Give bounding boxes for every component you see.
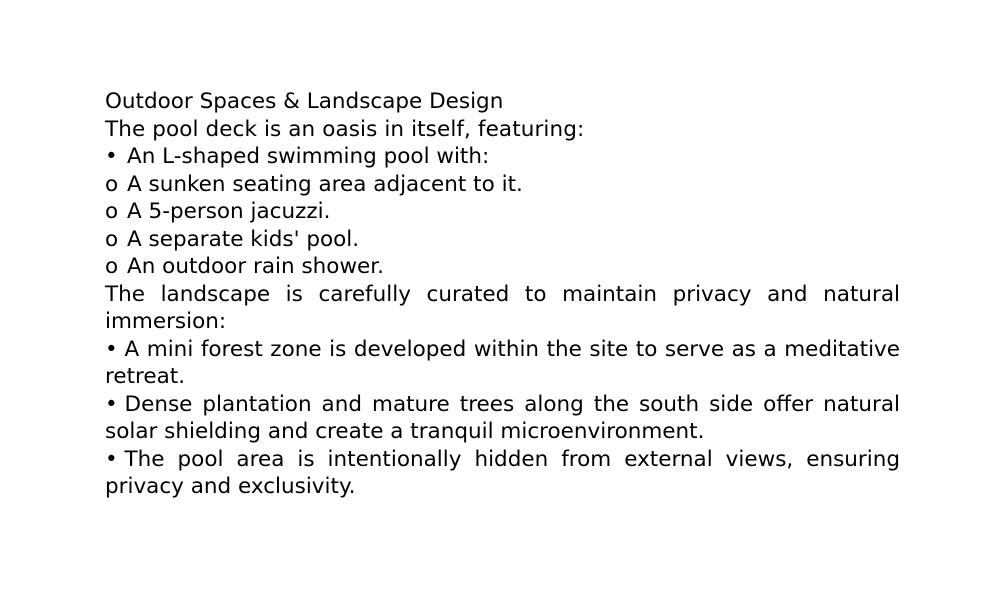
circle-bullet-icon: o xyxy=(105,254,125,279)
list-item-label: A sunken seating area adjacent to it. xyxy=(127,171,523,197)
list-item xyxy=(105,391,900,446)
list-item-label: A mini forest zone is developed within the site to serve as a meditative retreat. xyxy=(105,336,900,389)
list-item-label: Dense plantation and mature trees along the south side offer natural solar shielding and create a tranquil microenvironment. xyxy=(105,391,900,444)
list-item xyxy=(105,198,900,226)
circle-bullet-icon: o xyxy=(105,199,125,224)
bullet-marker-icon: • xyxy=(105,446,125,472)
list-item-label: An L-shaped swimming pool with: xyxy=(127,144,490,169)
list-item xyxy=(105,336,900,391)
list-item xyxy=(105,171,900,199)
document-body xyxy=(105,88,900,501)
bullet-marker-icon: • xyxy=(105,336,125,362)
list-item xyxy=(105,253,900,281)
bullet-marker-icon: • xyxy=(105,391,125,417)
intro-paragraph: The pool deck is an oasis in itself, featuring: xyxy=(105,116,585,142)
circle-bullet-icon: o xyxy=(105,171,125,197)
list-item-label: A separate kids' pool. xyxy=(127,226,360,252)
list-item-label: An outdoor rain shower. xyxy=(127,254,384,279)
list-item-label: A 5-person jacuzzi. xyxy=(127,199,331,224)
list-item xyxy=(105,446,900,501)
page-title: Outdoor Spaces & Landscape Design xyxy=(105,89,504,114)
circle-bullet-icon: o xyxy=(105,226,125,252)
list-item xyxy=(105,143,900,171)
list-item xyxy=(105,226,900,254)
bullet-marker-icon: • xyxy=(105,144,125,169)
landscape-intro-paragraph: The landscape is carefully curated to maintain privacy and natural immersion: xyxy=(105,281,900,334)
list-item-label: The pool area is intentionally hidden from external views, ensuring privacy and exclusivity. xyxy=(105,446,900,499)
